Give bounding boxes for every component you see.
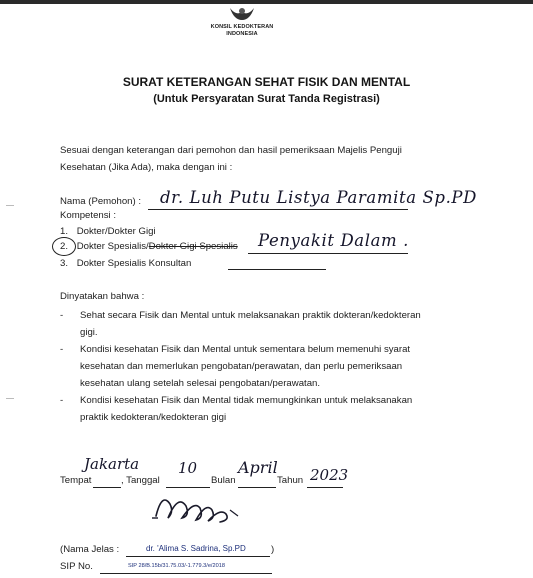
- scan-top-edge: [0, 0, 533, 4]
- bullet-line: kesehatan dan memerlukan pengobatan/perawatan, dan perlu pemeriksaan: [80, 361, 403, 372]
- kompetensi-item-1: [60, 226, 156, 237]
- item-text-struck: Dokter Gigi Spesialis: [148, 241, 238, 252]
- item-number: 3.: [60, 258, 69, 269]
- bulan-label: Bulan: [211, 475, 236, 486]
- signature-image: [148, 488, 244, 530]
- tanggal-label: , Tanggal: [121, 475, 160, 486]
- spesialis-underline: [248, 253, 408, 254]
- org-name-line2: INDONESIA: [226, 31, 258, 37]
- bullet-1: [60, 307, 421, 338]
- tempat-underline: [93, 487, 121, 488]
- nama-jelas-stamp: dr. 'Alima S. Sadrina, Sp.PD: [146, 544, 246, 553]
- tahun-label: Tahun: [277, 475, 304, 486]
- margin-mark: [6, 398, 14, 399]
- logo-emblem: [228, 4, 256, 22]
- tempat-label: Tempat: [60, 475, 92, 486]
- item-number: 1.: [60, 226, 69, 237]
- item-text: Dokter/Dokter Gigi: [76, 226, 156, 237]
- bullet-line: praktik kedokteran/kedokteran gigi: [80, 412, 227, 423]
- bullet-line: Sehat secara Fisik dan Mental untuk melaksanakan praktik dokteran/kedokteran: [80, 310, 421, 321]
- nama-jelas-label: (Nama Jelas :: [60, 544, 120, 555]
- tempat-handwritten: Jakarta: [84, 455, 140, 473]
- signature-scribble: [148, 488, 244, 530]
- bullet-dash: -: [60, 310, 64, 321]
- sip-underline: [100, 573, 272, 574]
- bulan-handwritten: April: [238, 458, 278, 477]
- bullet-3: [60, 392, 413, 423]
- nama-jelas-underline: [126, 556, 270, 557]
- pernyataan-label: Dinyatakan bahwa :: [60, 291, 145, 302]
- nama-underline: [148, 209, 408, 210]
- intro-line1: Sesuai dengan keterangan dari pemohon dan hasil pemeriksaan Majelis Penguji: [60, 145, 402, 156]
- kompetensi-label: Kompetensi :: [60, 210, 116, 221]
- garuda-emblem-icon: [228, 4, 256, 22]
- bullet-dash: -: [60, 344, 64, 355]
- org-name: [200, 24, 284, 38]
- bullet-line: kesehatan ulang setelah selesai pengobatan/perawatan.: [80, 378, 321, 389]
- spesialis-handwritten: Penyakit Dalam .: [258, 231, 409, 250]
- item-number: 2.: [60, 241, 69, 252]
- item-text: Dokter Spesialis/: [76, 241, 149, 252]
- intro-line2: Kesehatan (Jika Ada), maka dengan ini :: [60, 162, 233, 173]
- kompetensi-item-2: [60, 241, 238, 252]
- bullet-line: Kondisi kesehatan Fisik dan Mental untuk sementara belum memenuhi syarat: [80, 344, 411, 355]
- item-text: Dokter Spesialis Konsultan: [76, 258, 192, 269]
- konsultan-underline: [228, 269, 326, 270]
- tahun-underline: [307, 487, 343, 488]
- margin-mark: [6, 205, 14, 206]
- nama-handwritten: dr. Luh Putu Listya Paramita Sp.PD: [160, 188, 477, 207]
- nama-label: Nama (Pemohon) :: [60, 196, 142, 207]
- tahun-handwritten: 2023: [310, 466, 349, 484]
- sip-stamp: SIP 28/B.15b/31.75.03/-1.779.3/e/2018: [128, 563, 225, 569]
- page-subtitle: (Untuk Persyaratan Surat Tanda Registrasi): [153, 93, 380, 105]
- nama-jelas-close: ): [271, 544, 275, 555]
- bullet-line: gigi.: [80, 327, 98, 338]
- bullet-dash: -: [60, 395, 64, 406]
- page-title: SURAT KETERANGAN SEHAT FISIK DAN MENTAL: [122, 75, 411, 89]
- kompetensi-item-3: [60, 258, 191, 269]
- bullet-line: Kondisi kesehatan Fisik dan Mental tidak memungkinkan untuk melaksanakan: [80, 395, 413, 406]
- org-name-line1: KONSIL KEDOKTERAN: [210, 24, 274, 30]
- tanggal-handwritten: 10: [178, 459, 198, 477]
- bullet-2: [60, 341, 411, 389]
- sip-label: SIP No.: [60, 561, 93, 572]
